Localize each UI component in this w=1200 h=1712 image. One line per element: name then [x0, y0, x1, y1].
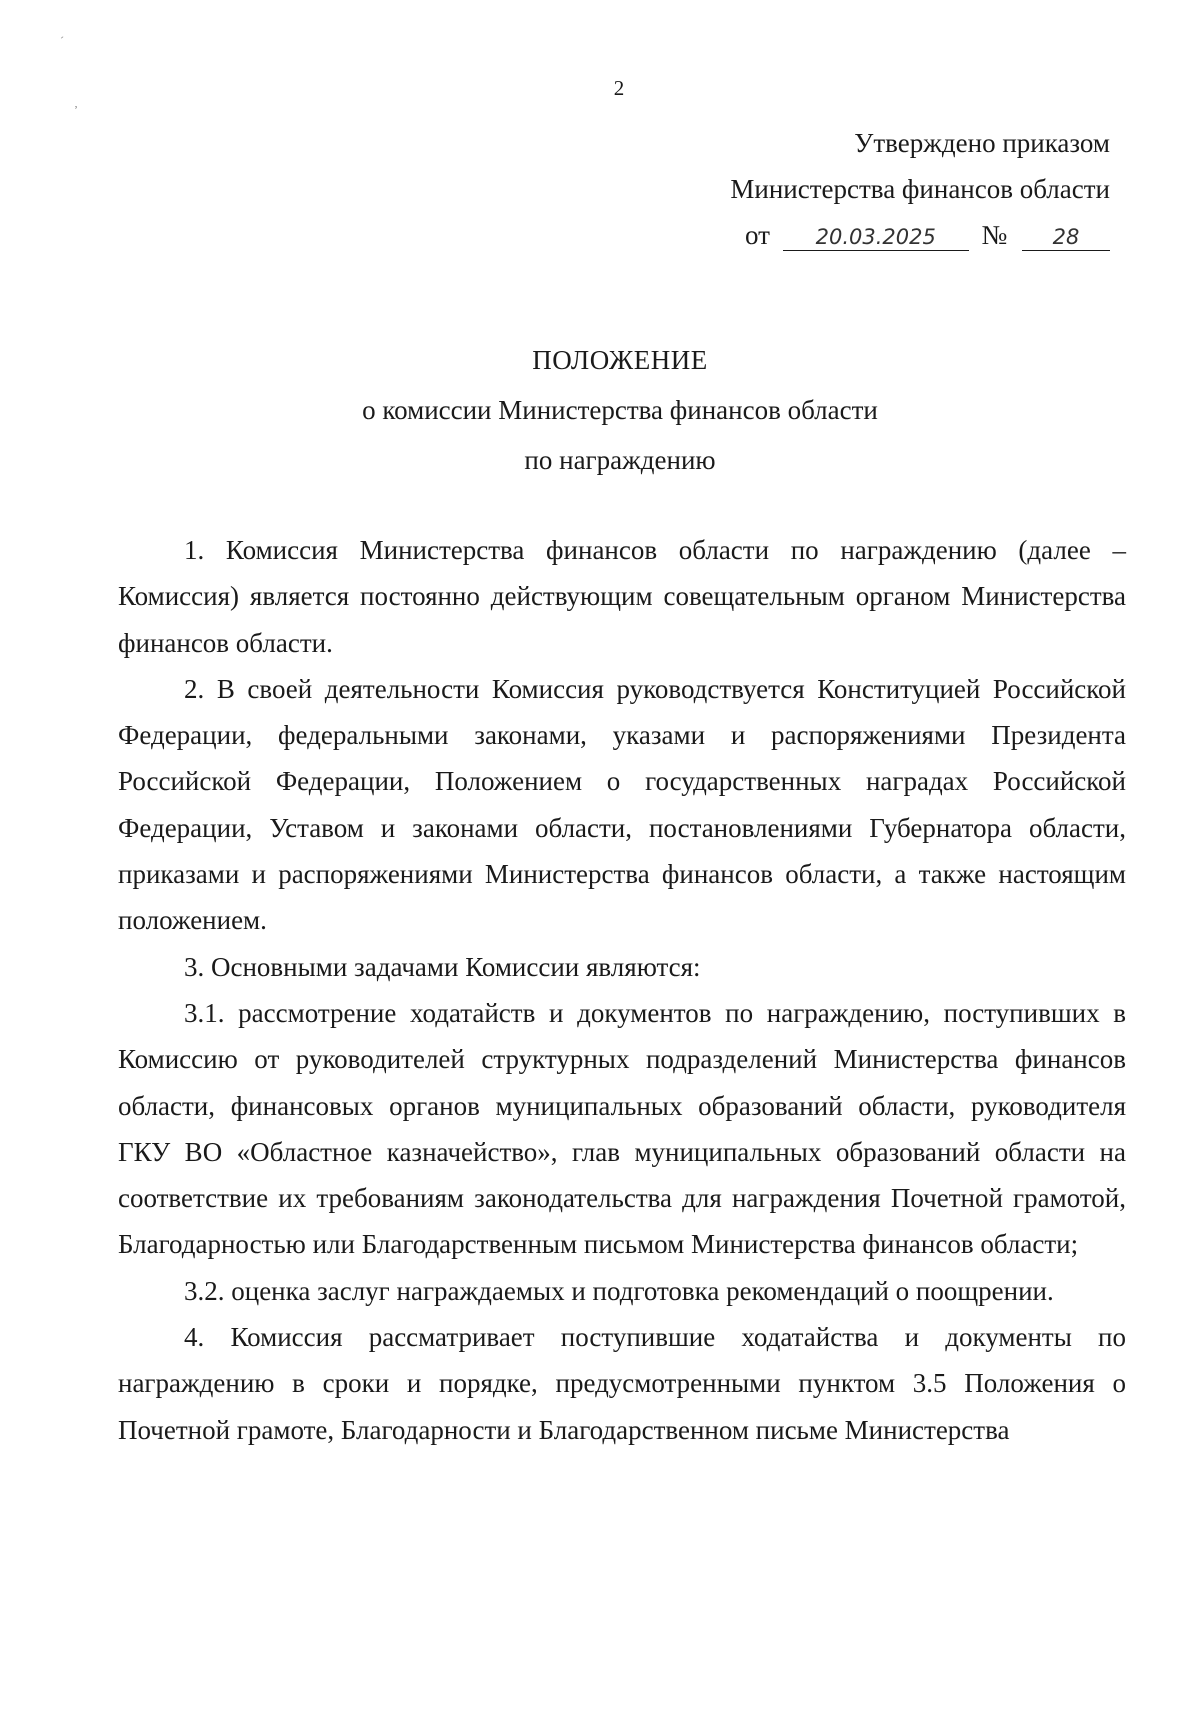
approval-line-2: Министерства финансов области [730, 174, 1110, 204]
paragraph-3: 3. Основными задачами Комиссии являются: [184, 951, 701, 982]
handwritten-date: 20.03.2025 [783, 224, 969, 251]
approval-line-1: Утверждено приказом [854, 128, 1110, 158]
scan-mark: ‚ [74, 96, 78, 110]
document-title-block [0, 335, 1200, 485]
paragraph-3-1: 3.1. рассмотрение ходатайств и документов по награждению, поступивших в Комиссию от руководителей структурных подразделений Министерства финансов области, финансовых органов муниципальных образований области, руководителя ГКУ ВО «Областное казначейство», глав муниципальных образований области на соответствие их требованиям законодательства для награждения Почетной грамотой, Благодарностью или Благодарственным письмом Министерства финансов области; [118, 997, 1126, 1260]
approval-block [730, 120, 1110, 258]
paragraph-3-2: 3.2. оценка заслуг награждаемых и подготовка рекомендаций о поощрении. [184, 1275, 1054, 1306]
number-prefix: № [981, 220, 1008, 250]
page-number: 2 [613, 76, 625, 100]
document-heading: ПОЛОЖЕНИЕ [532, 345, 708, 375]
scan-mark: ´ [60, 34, 64, 48]
handwritten-number: 28 [1022, 224, 1110, 251]
paragraph-4: 4. Комиссия рассматривает поступившие ходатайства и документы по награждению в сроки и порядке, предусмотренными пунктом 3.5 Положения о Почетной грамоте, Благодарности и Благодарственном письме Министерства [118, 1322, 1126, 1445]
date-prefix: от [745, 220, 770, 250]
paragraph-2: 2. В своей деятельности Комиссия руководствуется Конституцией Российской Федерации, федеральными законами, указами и распоряжениями Президента Российской Федерации, Положением о государственных наградах Российской Федерации, Уставом и законами области, постановлениями Губернатора области, приказами и распоряжениями Министерства финансов области, а также настоящим положением. [118, 673, 1126, 936]
document-subtitle-2: по награждению [524, 445, 716, 475]
document-body [118, 527, 1126, 1453]
paragraph-1: 1. Комиссия Министерства финансов области по награждению (далее – Комиссия) является постоянно действующим совещательным органом Министерства финансов области. [118, 535, 1126, 658]
approval-date-line [730, 212, 1110, 258]
document-subtitle-1: о комиссии Министерства финансов области [362, 395, 878, 425]
